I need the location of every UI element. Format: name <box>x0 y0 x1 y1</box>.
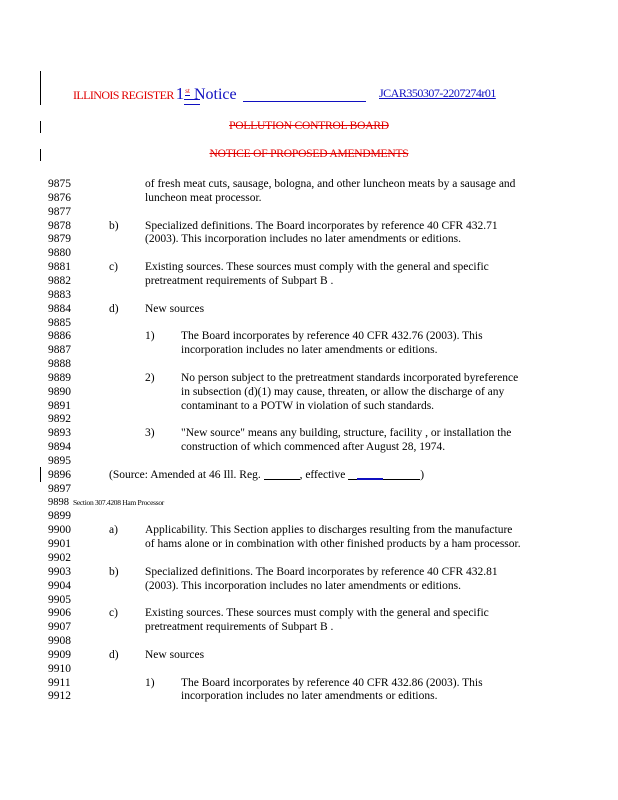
line-text: luncheon meat processor. <box>145 191 262 204</box>
line-number: 9884 <box>48 302 71 315</box>
line-number: 9897 <box>48 482 71 495</box>
subsection-label: b) <box>109 219 119 232</box>
line-number: 9893 <box>48 427 71 440</box>
document-line <box>0 634 618 648</box>
line-text: Specialized definitions. The Board incorporates by reference 40 CFR 432.81 <box>145 565 498 578</box>
line-number: 9887 <box>48 344 71 357</box>
document-line <box>0 399 618 413</box>
subsection-label: d) <box>109 648 119 661</box>
document-line <box>0 676 618 690</box>
line-number: 9896 <box>48 468 71 481</box>
line-number: 9895 <box>48 455 71 467</box>
document-line <box>0 371 618 385</box>
document-line <box>0 606 618 620</box>
line-text: Specialized definitions. The Board incorporates by reference 40 CFR 432.71 <box>145 219 498 232</box>
document-line <box>0 343 618 357</box>
document-line <box>0 593 618 607</box>
line-number: 9903 <box>48 565 71 578</box>
document-line <box>0 689 618 703</box>
document-line <box>0 316 618 330</box>
document-line <box>0 357 618 371</box>
subsection-label: 1) <box>145 676 155 689</box>
line-number: 9890 <box>48 385 71 398</box>
section-heading: Section 307.4208 Ham Processor <box>73 497 164 507</box>
line-number: 9877 <box>48 205 71 218</box>
document-line <box>0 662 618 676</box>
page-header <box>73 84 366 104</box>
document-line <box>0 177 618 191</box>
document-line <box>0 426 618 440</box>
line-text: of hams alone or in combination with other finished products by a ham processor. <box>145 538 521 551</box>
line-text: incorporation includes no later amendments or editions. <box>181 344 438 357</box>
document-line <box>0 565 618 579</box>
line-text: pretreatment requirements of Subpart B . <box>145 274 334 287</box>
line-number: 9905 <box>48 593 71 606</box>
notice-label: Notice <box>193 86 237 103</box>
page-marker: 1 <box>175 84 185 103</box>
subsection-label: a) <box>109 524 118 537</box>
line-text: construction of which commenced after August 28, 1974. <box>181 441 446 454</box>
line-number: 9889 <box>48 371 71 384</box>
line-text: in subsection (d)(1) may cause, threaten, or allow the discharge of any <box>181 385 505 398</box>
page-marker-suffix: st <box>185 87 190 95</box>
line-text: Existing sources. These sources must comply with the general and specific <box>145 261 489 274</box>
document-line <box>0 620 618 634</box>
line-text: pretreatment requirements of Subpart B . <box>145 621 334 634</box>
jcar-reference: JCAR350307-2207274r01 <box>379 86 496 100</box>
line-number: 9907 <box>48 621 71 634</box>
register-page-blank <box>264 469 300 480</box>
line-text: The Board incorporates by reference 40 CFR 432.76 (2003). This <box>181 330 483 343</box>
line-text: (2003). This incorporation includes no later amendments or editions. <box>145 233 461 246</box>
document-line <box>0 302 618 316</box>
source-note-close: ) <box>420 468 425 481</box>
document-line <box>0 260 618 274</box>
document-line <box>0 329 618 343</box>
line-number: 9883 <box>48 288 71 301</box>
line-text: New sources <box>145 648 205 661</box>
source-note-prefix: (Source: Amended at 46 Ill. Reg. <box>109 468 264 481</box>
document-line <box>0 412 618 426</box>
document-line <box>0 523 618 537</box>
line-number: 9894 <box>48 441 71 454</box>
line-number: 9900 <box>48 524 71 537</box>
line-number: 9892 <box>48 413 71 426</box>
document-line <box>0 219 618 233</box>
line-number: 9906 <box>48 607 71 620</box>
register-title: ILLINOIS REGISTER <box>73 88 174 102</box>
document-line <box>0 579 618 593</box>
line-text: Existing sources. These sources must comply with the general and specific <box>145 607 489 620</box>
document-line <box>0 246 618 260</box>
document-line <box>0 648 618 662</box>
document-line <box>0 551 618 565</box>
document-line <box>0 205 618 219</box>
subsection-label: 1) <box>145 330 155 343</box>
subsection-label: c) <box>109 607 118 620</box>
line-number: 9901 <box>48 538 71 551</box>
line-text: The Board incorporates by reference 40 CFR 432.86 (2003). This <box>181 676 483 689</box>
line-text: of fresh meat cuts, sausage, bologna, and other luncheon meats by a sausage and <box>145 178 516 190</box>
document-line <box>0 509 618 523</box>
line-number: 9899 <box>48 510 71 523</box>
document-line <box>0 454 618 468</box>
source-note-effective: , effective <box>299 468 349 481</box>
document-line <box>0 496 618 510</box>
document-line <box>0 232 618 246</box>
line-number: 9912 <box>48 690 71 703</box>
subsection-label: 2) <box>145 371 155 384</box>
line-number: 9881 <box>48 261 71 274</box>
double-underline <box>184 99 200 105</box>
subsection-label: c) <box>109 261 118 274</box>
change-bar <box>40 71 41 105</box>
source-note <box>109 468 424 482</box>
document-line <box>0 468 618 482</box>
line-text: "New source" means any building, structure, facility , or installation the <box>181 427 512 440</box>
line-text: New sources <box>145 302 205 315</box>
document-line <box>0 440 618 454</box>
line-number: 9882 <box>48 274 71 287</box>
line-text: Applicability. This Section applies to discharges resulting from the manufacture <box>145 524 513 537</box>
line-number: 9908 <box>48 635 71 648</box>
effective-date-blank <box>348 469 420 480</box>
line-number: 9898 <box>48 496 69 508</box>
line-number: 9909 <box>48 648 71 661</box>
document-line <box>0 482 618 496</box>
document-line <box>0 288 618 302</box>
notice-type-title: NOTICE OF PROPOSED AMENDMENTS <box>209 148 409 160</box>
line-number: 9891 <box>48 399 71 412</box>
subsection-label: d) <box>109 302 119 315</box>
line-text: No person subject to the pretreatment standards incorporated byreference <box>181 371 519 384</box>
header-underline <box>243 88 366 102</box>
subsection-label: 3) <box>145 427 155 440</box>
line-number: 9904 <box>48 579 71 592</box>
line-text: contaminant to a POTW in violation of such standards. <box>181 399 435 412</box>
line-number: 9888 <box>48 358 71 371</box>
line-number: 9875 <box>48 178 71 190</box>
board-title: POLLUTION CONTROL BOARD <box>229 120 389 132</box>
line-number: 9878 <box>48 219 71 232</box>
line-text: incorporation includes no later amendments or editions. <box>181 690 438 703</box>
line-number: 9911 <box>48 676 71 689</box>
line-number: 9910 <box>48 662 71 675</box>
line-number: 9902 <box>48 551 71 564</box>
document-line <box>0 191 618 205</box>
document-line <box>0 385 618 399</box>
line-number: 9880 <box>48 247 71 260</box>
document-line <box>0 274 618 288</box>
line-number: 9886 <box>48 330 71 343</box>
subsection-label: b) <box>109 565 119 578</box>
line-text: (2003). This incorporation includes no later amendments or editions. <box>145 579 461 592</box>
line-number: 9885 <box>48 316 71 329</box>
line-number: 9876 <box>48 191 71 204</box>
line-number: 9879 <box>48 233 71 246</box>
document-line <box>0 537 618 551</box>
